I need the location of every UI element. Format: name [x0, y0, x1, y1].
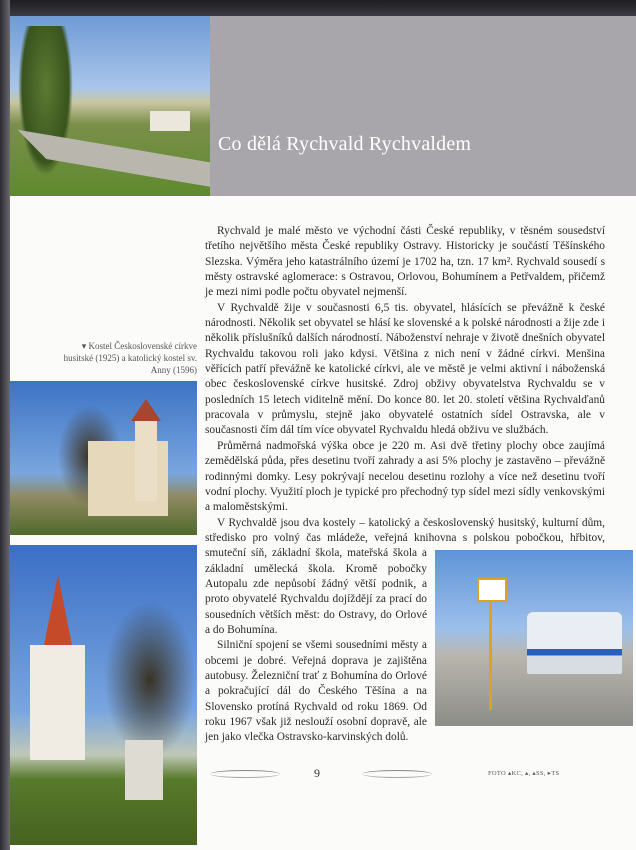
article-body — [205, 224, 605, 746]
bus — [527, 612, 622, 674]
paragraph: Rychvald je malé město ve východní části České republiky, v těsném sousedství třetího největšího města České republiky Ostravy. Historicky je součástí Těšínského Slezska. Výměra jeho katastrálního území je 1702 ha, tzn. 17 km². Rychvald sousedí s městy ostravské aglomerace: s Ostravou, Orlovou, Bohumínem a Petřvaldem, přičemž je mezi nimi podle počtu obyvatel nejmenší. — [205, 225, 605, 299]
photo-st-anne-church — [10, 545, 197, 845]
scan-left-edge — [0, 0, 10, 850]
church-spire — [44, 575, 72, 645]
photo-husite-church — [10, 381, 197, 535]
photo-float — [435, 516, 633, 726]
bus-stop-sign — [477, 578, 507, 602]
page-number: 9 — [314, 766, 320, 780]
house — [150, 111, 190, 131]
paragraph — [205, 516, 605, 639]
header-band — [210, 16, 636, 196]
paragraph: V Rychvaldě žije v současnosti 6,5 tis. obyvatel, hlásících se převážně k české národnosti. Několik set obyvatel se hlásí ke slovenské a k polské národnosti a žije zde i několik příslušníků dalších národností. Náboženství nehraje v životě dnešních obyvatel Rychvaldu takovou roli jako kdysi. Většina z nich není v žádné církvi. Menšina věřících patří převážně ke katolické církvi, ale ve městě je velmi aktivní i náboženská obec československé církve husitské. Zdroj obživy obyvatelstva Rychvaldu se v posledních 15 letech viditelně mění. Do konce 80. let 20. století většina Rychvalďanů pracovala v průmyslu, stejně jako obyvatelé ostatních sídel Ostravska, ale v současnosti čím dál tím více obyvatel Rychvaldu hledá obživu ve službách. — [205, 301, 605, 437]
church-tower — [135, 416, 157, 501]
page-title: Co dělá Rychvald Rychvaldem — [218, 133, 472, 155]
photo-caption: ▾ Kostel Československé církve husitské (1925) a katolický kostel sv. Anny (1596) — [63, 341, 197, 375]
church — [30, 645, 85, 760]
church-spire — [131, 399, 161, 421]
paragraph: Průměrná nadmořská výška obce je 220 m. Asi dvě třetiny plochy obce zaujímá zemědělská půda, přes desetinu tvoří zahrady a asi 5% plochy je zastavěno – převážně rodinnými domky. Lesy pokrývají necelou desetinu rozlohy a více než desetinu tvoří vodní plochy. Využití ploch je typické pro přechodný typ sídel mezi sídly venkovskými a maloměstskými. — [205, 439, 605, 514]
paragraph: Silniční spojení se všemi sousedními městy a obcemi je dobré. Veřejná doprava je zajištěna autobusy. Železniční trať z Bohumína do Orlové a pokračující dál do Českého Těšína a na Slovensko protíná Rychvald od roku 1869. Od roku 1967 však již neslouží osobní dopravě, ale jen jako vlečka Ostravsko-karvinských dolů. — [205, 639, 427, 744]
paragraph-text: V Rychvaldě jsou dva kostely – katolický a československý husitský, kulturní dům, středisko pro volný čas mládeže, veřejná knihovna s polskou pobočkou, hřbitov, smuteční síň, základní škola, mateřská škola a základní umělecká škola. Kromě pobočky Autopalu zde nepůsobí žádný větší podnik, a proto obyvatelé Rychvaldu dojíždějí za prací do sousedních větších měst: do Ostravy, do Orlové a do Bohumína. — [205, 516, 605, 636]
photo-bus-stop — [435, 550, 633, 726]
photo-village-road — [10, 16, 210, 196]
scan-top-edge — [0, 0, 636, 16]
photo-credits: FOTO ▴KC, ▴, ▴SS, ▸TS — [488, 770, 560, 777]
footer-ornament-left — [210, 770, 280, 778]
footer-ornament-right — [362, 770, 432, 778]
bus-stop-pole — [489, 600, 492, 710]
monument — [125, 740, 163, 800]
